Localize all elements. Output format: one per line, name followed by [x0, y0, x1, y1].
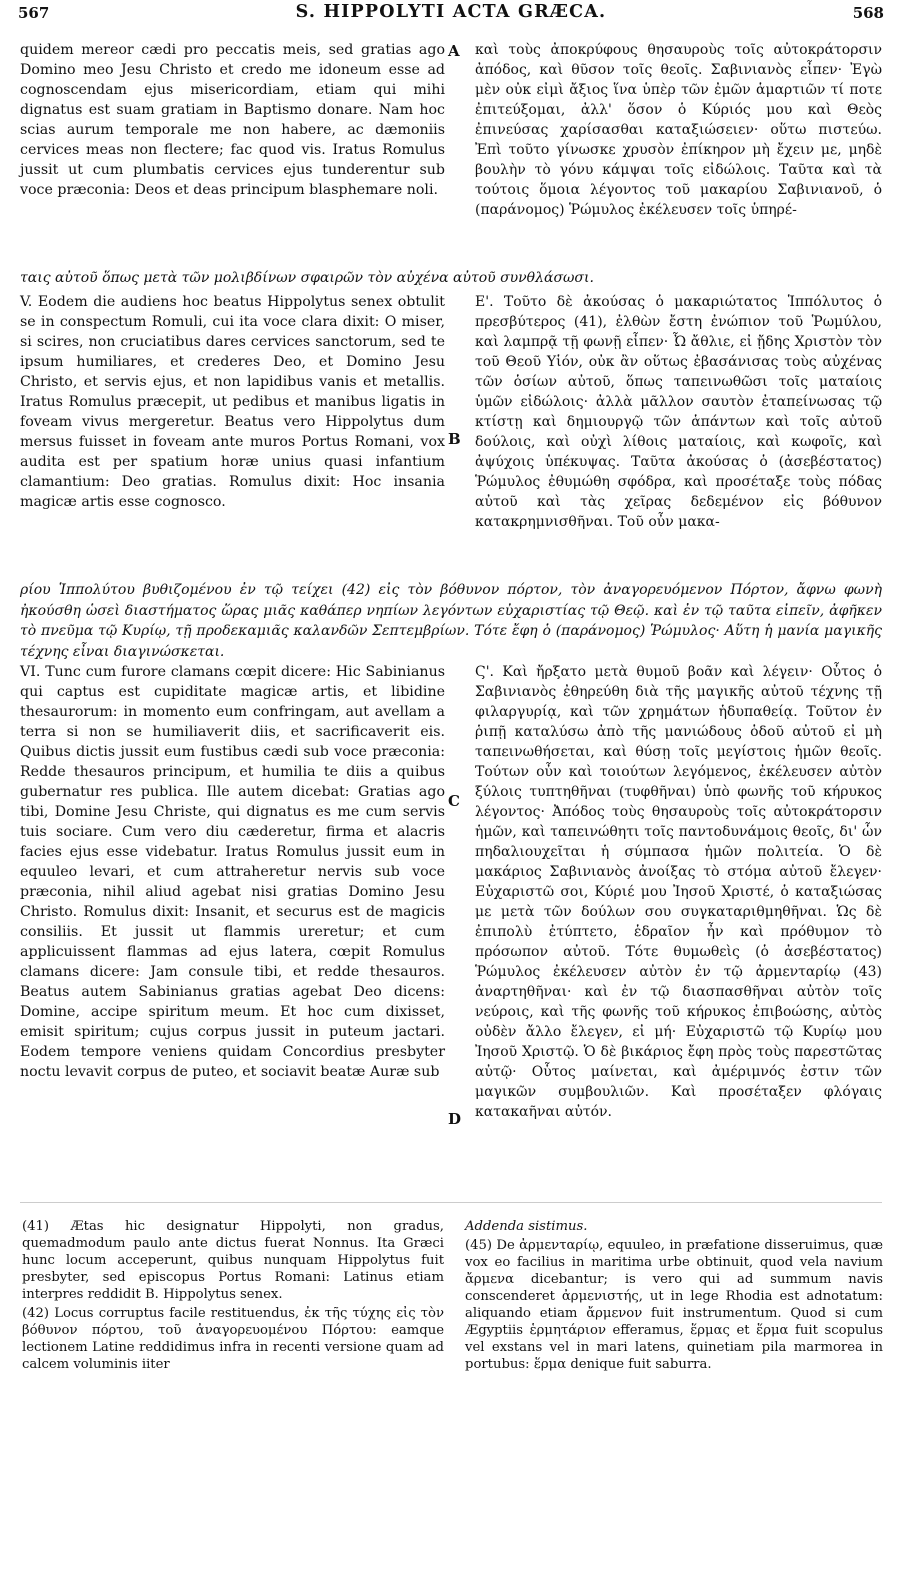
- footnotes-left: [22, 1218, 444, 1375]
- footnote-42: (42) Locus corruptus facile restituendus, ἐκ τῆς τύχης εἰς τὸν βόθυνον πόρτου, τοῦ ἀναγορευομένου Πόρτου: eamque lectionem Latine reddidimus infra in recenti versione quam ad calcem voluminis iiter: [22, 1306, 444, 1372]
- running-title: S. HIPPOLYTI ACTA GRÆCA.: [295, 2, 607, 22]
- latin-column-2: [20, 292, 445, 512]
- margin-marker-d: D: [448, 1110, 462, 1128]
- margin-marker-c: C: [448, 792, 460, 810]
- footnote-addenda: Addenda sistimus.: [465, 1219, 588, 1234]
- greek-column-3: [475, 662, 882, 1122]
- greek-column-2: [475, 292, 882, 532]
- greek-paragraph: Ε'. Τοῦτο δὲ ἀκούσας ὁ μακαριώτατος Ἱππόλυτος ὁ πρεσβύτερος (41), ἐλθὼν ἔστη ἐνώπιον τοῦ Ῥωμύλου, καὶ λαμπρᾷ τῇ φωνῇ εἶπεν· Ὦ ἄθλιε, εἰ ᾔδης Χριστὸν τὸν τοῦ Θεοῦ Υἱόν, οὐκ ἂν οὕτως ἐβασάνισας τοὺς αὐχένας τῶν ὁσίων αὐτοῦ, ὅπως ταπεινωθῶσι τοῖς ματαίοις ὑμῶν εἰδώλοις· ἀλλὰ μᾶλλον σαυτὸν ἐταπείνωσας τῷ κτίστῃ καὶ δημιουργῷ τῶν ἁπάντων καὶ τοῖς αὐτοῦ δούλοις, καὶ οὐχὶ λίθοις ματαίοις, καὶ κωφοῖς, καὶ ἀψύχοις ὑπέκυψας. Ταῦτα ἀκούσας ὁ (ἀσεβέστατος) Ῥώμυλος ἐθυμώθη σφόδρα, καὶ προσέταξε τοὺς πόδας αὐτοῦ καὶ τὰς χεῖρας δεδεμένον εἰς βόθυνον κατακρημνισθῆναι. Τοῦ οὖν μακα-: [475, 294, 882, 530]
- page-number-left: 567: [18, 4, 50, 22]
- page-number-right: 568: [852, 4, 884, 22]
- margin-marker-a: A: [448, 42, 460, 60]
- latin-column-3: [20, 662, 445, 1082]
- latin-paragraph: V. Eodem die audiens hoc beatus Hippolytus senex obtulit se in conspectum Romuli, cui ita voce clara dixit: O miser, si scires, non cruciatibus dares cervices sanctorum, sed te ipsum humiliares, et crederes Deo, et Domino Jesu Christo, et servis ejus, et non lapidibus vanis et metallis. Iratus Romulus præcepit, ut pedibus et manibus ligatis in foveam vivus mergeretur. Beatus vero Hippolytus dum mersus fuisset in foveam ante muros Portus Romani, vox audita est per spatium horæ unius quasi infantium clamantium: Deo gratias. Romulus dixit: Hoc insania magicæ artis esse cognosco.: [20, 294, 445, 510]
- greek-fullwidth-text: ρίου Ἱππολύτου βυθιζομένου ἐν τῷ τείχει (42) εἰς τὸν βόθυνον πόρτον, τὸν ἀναγορευόμενον Πόρτον, ἄφνω φωνὴ ἠκούσθη ὡσεὶ διαστήματος ὥρας μιᾶς καθάπερ νηπίων λεγόντων εὐχαριστίας τῷ Θεῷ. καὶ ἐν τῷ ταῦτα εἰπεῖν, ἀφῆκεν τὸ πνεῦμα τῷ Κυρίῳ, τῇ προδεκαμιᾶς καλανδῶν Σεπτεμβρίων. Τότε ἔφη ὁ (παράνομος) Ῥώμυλος· Αὕτη ἡ μανία μαγικῆς τέχνης εἶναι διαγινώσκεται.: [20, 582, 882, 660]
- footnote-45: (45) De ἀρμενταρίῳ, equuleo, in præfatione disseruimus, quæ vox eo facilius in maritima urbe obtinuit, quod vela navium ἄρμενα dicebantur; is vero qui ad summum navis conscenderet ἀρμενιστής, ut in lege Rhodia est adnotatum: aliquando etiam ἄρμενον fuit instrumentum. Quod si cum Ægyptiis ἑρμητάριον efferamus, ἕρμας et ἕρμα fuit scopulus vel exstans vel in mari latens, quinetiam pila marmorea in portubus: ἕρμα denique fuit saburra.: [465, 1238, 883, 1372]
- page-header: [18, 2, 884, 32]
- margin-marker-b: B: [448, 430, 461, 448]
- footnote-separator: [20, 1202, 882, 1203]
- latin-paragraph: quidem mereor cædi pro peccatis meis, sed gratias ago Domino meo Jesu Christo et credo me idoneum esse ad cognoscendam ejus misericordiam, etiam qui mihi dignatus est suam gratiam in Baptismo donare. Nam hoc scias aurum temporale me non habere, ac dæmoniis cervices meas non flectere; fac quod vis. Iratus Romulus jussit ut cum plumbatis cervices ejus tunderentur sub voce præconia: Deos et deas principum blasphemare noli.: [20, 42, 445, 198]
- greek-paragraph: καὶ τοὺς ἀποκρύφους θησαυροὺς τοῖς αὐτοκράτορσιν ἀπόδος, καὶ θῦσον τοῖς θεοῖς. Σαβινιανὸς εἶπεν· Ἐγὼ μὲν οὐκ εἰμὶ ἄξιος ἵνα ὑπὲρ τῶν ἐμῶν ἁμαρτιῶν τί ποτε ἐπιτεύξομαι, ἀλλ' ὅσον ὁ Κύριός μου καὶ Θεὸς ἐπινεύσας χαρίσασθαι καταξιώσειεν· οὕτω πιστεύω. Ἐπὶ τοῦτο γίνωσκε χρυσὸν ἐπίκηρον μὴ ἔχειν με, μηδὲ βουλὴν τὸ γόνυ κάμψαι τοῖς εἰδώλοις. Ταῦτα καὶ τὰ τούτοις ὅμοια λέγοντος τοῦ μακαρίου Σαβινιανοῦ, ὁ (παράνομος) Ῥώμυλος ἐκέλευσεν τοῖς ὑπηρέ-: [475, 42, 882, 218]
- greek-full-line-2: [20, 580, 882, 662]
- greek-paragraph: Ϛ'. Καὶ ἤρξατο μετὰ θυμοῦ βοᾶν καὶ λέγειν· Οὗτος ὁ Σαβινιανὸς ἐθηρεύθη διὰ τῆς μαγικῆς αὐτοῦ τέχνης τῇ φιλαργυρίᾳ, καὶ τῶν χρημάτων ἡδυπαθείᾳ. Τοῦτον ἐν ῥιπῇ καταλύσω ἀπὸ τῆς μανιώδους ὁδοῦ αὐτοῦ εἰ μὴ ταπεινωθήσεται, καὶ θύσῃ τοῖς μεγίστοις ἡμῶν θεοῖς. Τούτων οὖν καὶ τοιούτων λεγόμενος, ἐκέλευσεν αὐτὸν ξύλοις τυπτηθῆναι (τυφθῆναι) ὑπὸ φωνῆς τοῦ κήρυκος λέγοντος· Ἀπόδος τοὺς θησαυροὺς τοῖς αὐτοκράτορσιν ἡμῶν, καὶ ταπεινώθητι τοῖς παντοδυνάμοις θεοῖς, δι' ὧν πηδαλιουχεῖται ἡ σύμπασα ἡμῶν πολιτεία. Ὁ δὲ μακάριος Σαβινιανὸς ἀνοίξας τὸ στόμα αὐτοῦ ἔλεγεν· Εὐχαριστῶ σοι, Κύριέ μου Ἰησοῦ Χριστέ, ὁ καταξιώσας με μετὰ τῶν δούλων σου συγκαταριθμηθῆναι. Ὡς δὲ ἐπιπολὺ ἐτύπτετο, ἑδραῖον ἦν καὶ πρόθυμον τὸ πρόσωπον αὐτοῦ. Τότε θυμωθεὶς (ὁ ἀσεβέστατος) Ῥώμυλος ἐκέλευσεν αὐτὸν ἐν τῷ ἀρμενταρίῳ (43) ἀναρτηθῆναι· καὶ ἐν τῷ διασπασθῆναι αὐτὸν τοῖς νεύροις, καὶ τῆς φωνῆς τοῦ κήρυκος ἐπιβοώσης, αὐτὸς οὐδὲν ἄλλο ἔλεγεν, εἰ μή· Εὐχαριστῶ τῷ Κυρίῳ μου Ἰησοῦ Χριστῷ. Ὁ δὲ βικάριος ἔφη πρὸς τοὺς παρεστῶτας αὐτῷ· Οὗτος μαίνεται, καὶ ἀμέριμνός ἐστιν τῶν μαγικῶν συμβουλιῶν. Καὶ προσέταξεν φλόγαις κατακαῆναι αὐτόν.: [475, 664, 882, 1120]
- greek-fullwidth-text: ταις αὐτοῦ ὅπως μετὰ τῶν μολιβδίνων σφαιρῶν τὸν αὐχένα αὐτοῦ συνθλάσωσι.: [20, 270, 594, 286]
- footnote-41: (41) Ætas hic designatur Hippolyti, non gradus, quemadmodum paulo ante dictus fuerat Nonnus. Ita Græci hunc locum acceperunt, quibus nunquam Hippolytus fuit presbyter, sed episcopus Portus Romani: Latinus etiam interpres reddidit B. Hippolytus senex.: [22, 1219, 444, 1302]
- greek-column-1: [475, 40, 882, 220]
- footnotes-right: [465, 1218, 883, 1375]
- greek-full-line-1: [20, 268, 882, 289]
- latin-paragraph: VI. Tunc cum furore clamans cœpit dicere: Hic Sabinianus qui captus est cupiditate magicæ artis, et libidine thesaurorum: in momento eum confringam, aut avellam a terra si non se humiliaverit diis, et sacrificaverit eis. Quibus dictis jussit eum fustibus cædi sub voce præconia: Redde thesauros principum, et humilia te diis a quibus gubernatur res publica. Ille autem dicebat: Gratias ago tibi, Domine Jesu Christe, qui dignatus es me cum servis tuis sociare. Cum vero diu cæderetur, firma et alacris facies ejus esse videbatur. Iratus Romulus jussit eum in equuleo levari, et cum attraheretur nervis sub voce præconia, nihil aliud agebat nisi gratias Domino Jesu Christo. Romulus dixit: Insanit, et securus est de magicis consiliis. Et jussit ut flammis ureretur; et cum applicuissent flammas ad ejus latera, cœpit Romulus clamans dicere: Jam consule tibi, et redde thesauros. Beatus autem Sabinianus gratias agebat Deo dicens: Domine, accipe spiritum meum. Et hoc cum dixisset, emisit spiritum; cujus corpus jussit in puteum jactari. Eodem tempore veniens quidam Concordius presbyter noctu levavit corpus de puteo, et sociavit beatæ Auræ sub: [20, 664, 445, 1080]
- latin-column-1: [20, 40, 445, 200]
